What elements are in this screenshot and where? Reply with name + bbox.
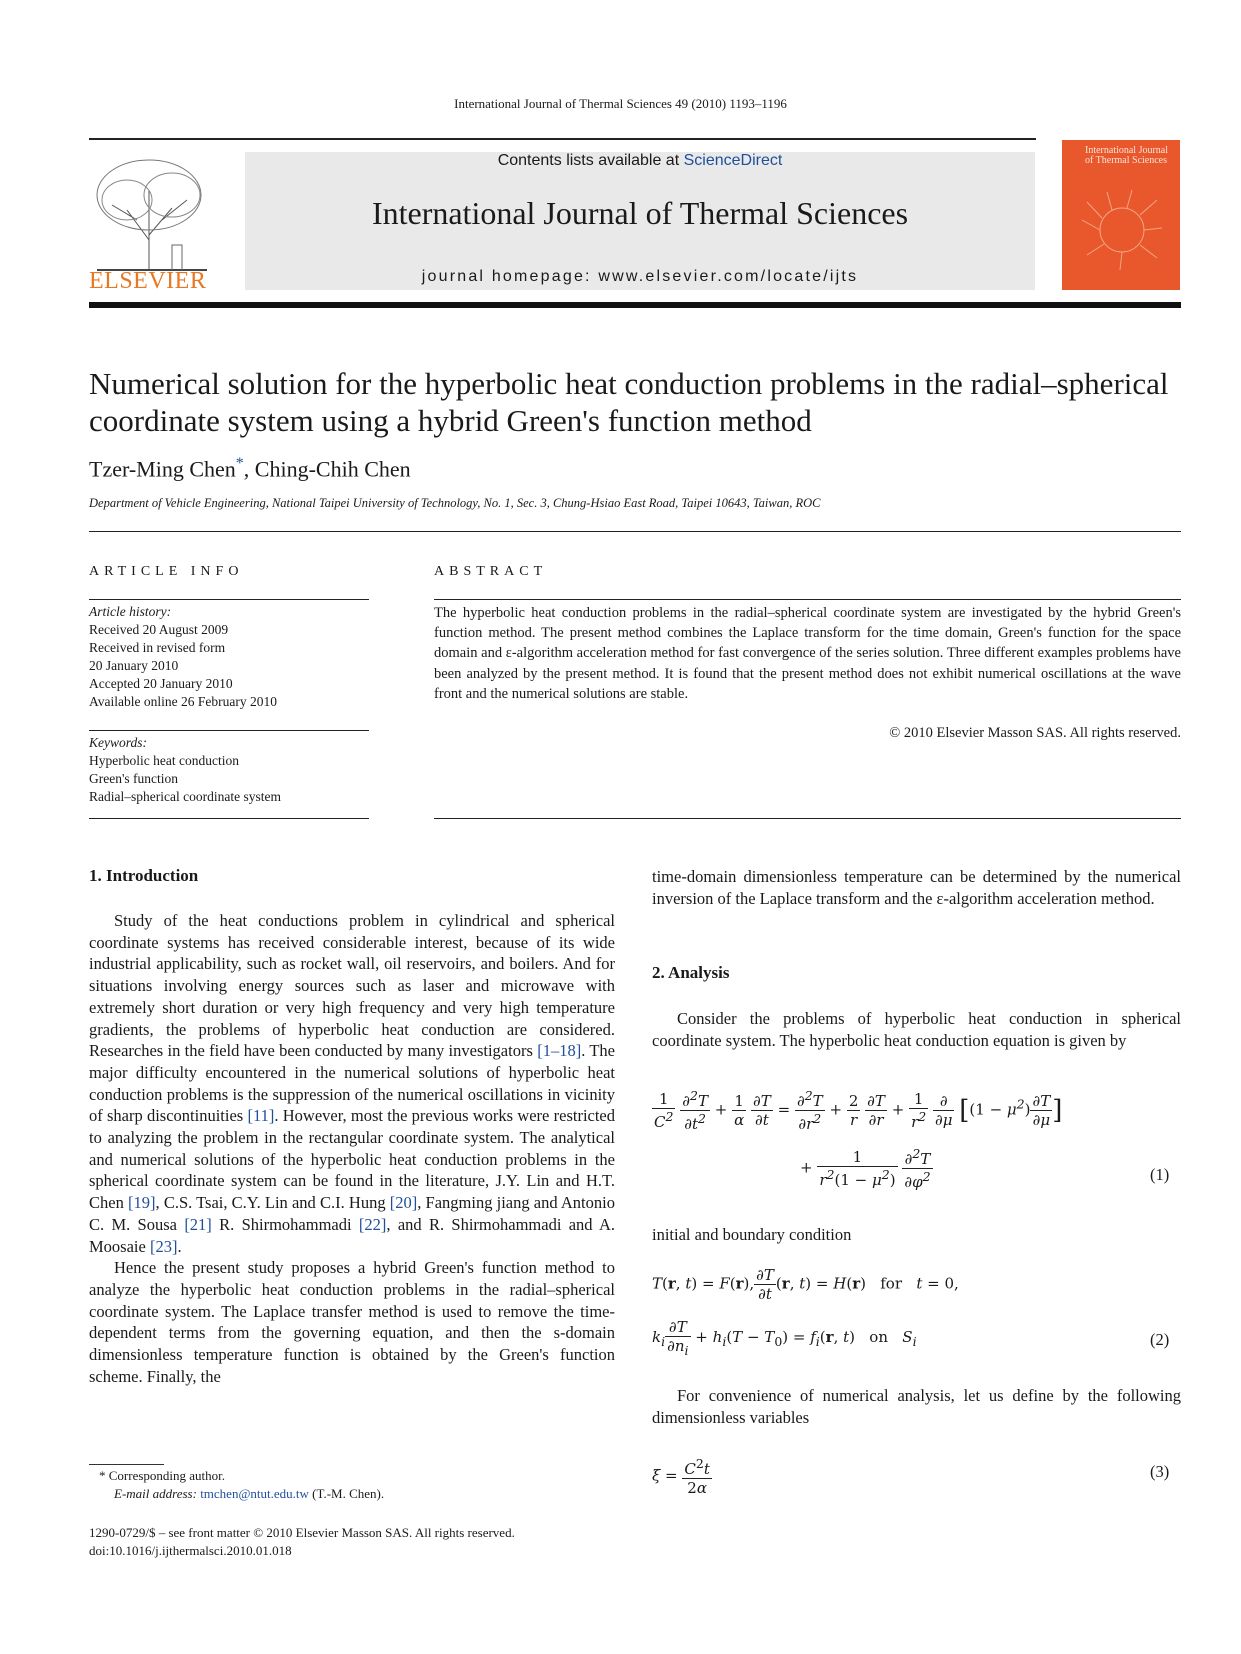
reference-link[interactable]: [22] bbox=[358, 1214, 387, 1234]
article-info-heading: ARTICLE INFO bbox=[89, 564, 244, 579]
equation-1-number: (1) bbox=[1150, 1165, 1170, 1184]
front-matter bbox=[89, 1524, 615, 1560]
history-item: Received in revised form bbox=[89, 640, 226, 655]
journal-name: International Journal of Thermal Sciences bbox=[371, 195, 909, 231]
dimensionless-paragraph: For convenience of numerical analysis, let us define by the following dimensionless variables bbox=[652, 1386, 1181, 1427]
footnote bbox=[89, 1467, 615, 1503]
journal-citation: International Journal of Thermal Sciences 49 (2010) 1193–1196 bbox=[454, 96, 787, 111]
history-item: Accepted 20 January 2010 bbox=[89, 676, 233, 691]
affiliation: Department of Vehicle Engineering, National Taipei University of Technology, No. 1, Sec. 3, Chung-Hsiao East Road, Taipei 10643, Taiwan, ROC bbox=[89, 496, 821, 510]
abstract-rule bbox=[434, 599, 1181, 600]
title-rule bbox=[89, 531, 1181, 532]
author-1[interactable]: Tzer-Ming Chen bbox=[89, 456, 236, 482]
email-line: E-mail address: tmchen@ntut.edu.tw (T.-M. Chen). bbox=[114, 1486, 385, 1501]
article-title: Numerical solution for the hyperbolic heat conduction problems in the radial–spherical coordinate system using a hybrid Green's function method bbox=[89, 366, 1169, 438]
equation-3: ξ = $\frac{C^2t}{2\alpha}$ bbox=[652, 1456, 710, 1497]
article-history bbox=[89, 603, 369, 711]
equation-2-line-1: T(r, t) = F(r), $\frac{\partial T}{\partial t}$ (r, t) = H(r) for t = 0, bbox=[652, 1266, 959, 1303]
corresponding-mark[interactable]: * bbox=[235, 455, 244, 472]
intro-paragraph-1: Study of the heat conductions problem in cylindrical and spherical coordinate systems has received considerable interest, because of its wide industrial applicability, such as rocket wall, oil reservoirs, and boilers. And for situations involving energy sources such as laser and microwave with extremely short duration or very high frequency and very high temperature gradients, the problems of hyperbolic heat conduction are considered. Researches in the field have been conducted by many investigators [1–18]. The major difficulty encountered in the numerical solutions of hyperbolic heat conduction problems is the suppression of the numerical oscillations in vicinity of sharp discontinuities [11]. However, most the previous works were restricted to analyzing the problem in the rectangular coordinate system. The analytical and numerical solutions of the hyperbolic heat conduction problems in the spherical coordinate system can be found in the literature, J.Y. Lin and H.T. Chen [19], C.S. Tsai, C.Y. Lin and C.I. Hung [20], Fangming jiang and Antonio C. M. Sousa [21] R. Shirmohammadi [22], and R. Shirmohammadi and A. Moosaie [23]. bbox=[89, 911, 616, 1256]
footnote-rule bbox=[89, 1464, 164, 1465]
intro-paragraph-2: Hence the present study proposes a hybrid Green's function method to analyze the hyperbolic heat conduction problems in the radial–spherical coordinate system. The Laplace transfer method is used to remove the time-dependent terms from the governing equation, and then the s-domain dimensionless temperature function is obtained by the Green's function scheme. Finally, the bbox=[89, 1258, 615, 1386]
history-label: Article history: bbox=[89, 604, 172, 619]
journal-homepage[interactable]: journal homepage: www.elsevier.com/locate/ijts bbox=[421, 268, 859, 285]
introduction-body bbox=[89, 910, 615, 1387]
history-item: Received 20 August 2009 bbox=[89, 622, 229, 637]
contents-prefix: Contents lists available at bbox=[497, 152, 680, 169]
author-2[interactable]: , Ching-Chih Chen bbox=[243, 456, 411, 482]
keyword: Radial–spherical coordinate system bbox=[89, 789, 281, 804]
section-heading-introduction: 1. Introduction bbox=[89, 866, 199, 885]
history-item: 20 January 2010 bbox=[89, 658, 179, 673]
continued-paragraph: time-domain dimensionless temperature can be determined by the numerical inversion of the Laplace transform and the ε-algorithm acceleration method. bbox=[652, 867, 1181, 908]
sciencedirect-link[interactable]: ScienceDirect bbox=[683, 152, 783, 169]
corresponding-author-note: * Corresponding author. bbox=[99, 1468, 226, 1483]
keyword: Green's function bbox=[89, 771, 179, 786]
reference-link[interactable]: [20] bbox=[389, 1193, 418, 1213]
authors bbox=[89, 455, 411, 482]
reference-link[interactable]: [1–18] bbox=[537, 1041, 582, 1061]
email-link[interactable]: tmchen@ntut.edu.tw bbox=[200, 1486, 309, 1501]
equation-1-line-2: + $\frac{1}{r^2(1 - \mu^2)}$ $\frac{\partial^2T}{\partial\varphi^2}$ bbox=[800, 1146, 931, 1191]
header-rule bbox=[89, 138, 1036, 140]
equation-2-line-2: $k_i$ $\frac{\partial T}{\partial n_i}$ + $h_i(T - T_0) = f_i(r$, t) on $S_i$ bbox=[652, 1318, 917, 1358]
abstract-text: The hyperbolic heat conduction problems in the radial–spherical coordinate system are investigated by the hybrid Green's function method. The present method combines the Laplace transform for the time domain, Green's function for the space domain and ε-algorithm acceleration method for fast convergence of the series solution. Three different examples problems have been analyzed by the present method. It is found that the present method does not exhibit numerical oscillations at the wave front and the numerical solutions are stable. bbox=[434, 605, 1181, 702]
history-item: Available online 26 February 2010 bbox=[89, 694, 277, 709]
doi[interactable]: doi:10.1016/j.ijthermalsci.2010.01.018 bbox=[89, 1543, 292, 1558]
publisher-wordmark: ELSEVIER bbox=[89, 268, 207, 294]
equation-3-number: (3) bbox=[1150, 1462, 1170, 1481]
abstract-bottom-rule bbox=[434, 818, 1181, 819]
cover-title: International Journal of Thermal Sciences bbox=[1085, 145, 1169, 166]
article-info-bottom-rule bbox=[89, 818, 369, 819]
abstract-heading: ABSTRACT bbox=[434, 564, 548, 579]
analysis-paragraph: Consider the problems of hyperbolic heat conduction in spherical coordinate system. The hyperbolic heat conduction equation is given by bbox=[652, 1009, 1181, 1050]
abstract-copyright: © 2010 Elsevier Masson SAS. All rights reserved. bbox=[889, 725, 1181, 741]
reference-link[interactable]: [11] bbox=[247, 1106, 275, 1126]
equation-1-line-1: $\frac{1}{C^2}$ $\frac{\partial^2T}{\partial t^2}$ + $\frac{1}{\alpha}$ $\frac{\partial T}{\partial t}$ = $\frac{\partial^2T}{\partial r^2}$ + $\frac{2}{r}$ $\frac{\partial T}{\partial r}$ + $\frac{1}{r^2}$ $\frac{\partial}{\partial\mu}$ [$(1 - \mu^2)$ $\frac{\partial T}{\partial\mu}$ ] bbox=[654, 1088, 1063, 1133]
reference-link[interactable]: [21] bbox=[184, 1214, 212, 1234]
reference-link[interactable]: [19] bbox=[128, 1193, 156, 1213]
keyword: Hyperbolic heat conduction bbox=[89, 753, 239, 768]
section-heading-analysis: 2. Analysis bbox=[652, 963, 730, 982]
keywords bbox=[89, 734, 369, 806]
article-info-rule bbox=[89, 599, 369, 600]
reference-link[interactable]: [23] bbox=[149, 1236, 178, 1256]
keywords-label: Keywords: bbox=[89, 735, 147, 750]
equation-2-number: (2) bbox=[1150, 1330, 1170, 1349]
front-matter-line: 1290-0729/$ – see front matter © 2010 Elsevier Masson SAS. All rights reserved. bbox=[89, 1525, 515, 1540]
header-thick-rule bbox=[89, 302, 1181, 308]
contents-line bbox=[245, 152, 1035, 170]
initial-boundary-text: initial and boundary condition bbox=[652, 1225, 852, 1244]
keywords-rule bbox=[89, 730, 369, 731]
